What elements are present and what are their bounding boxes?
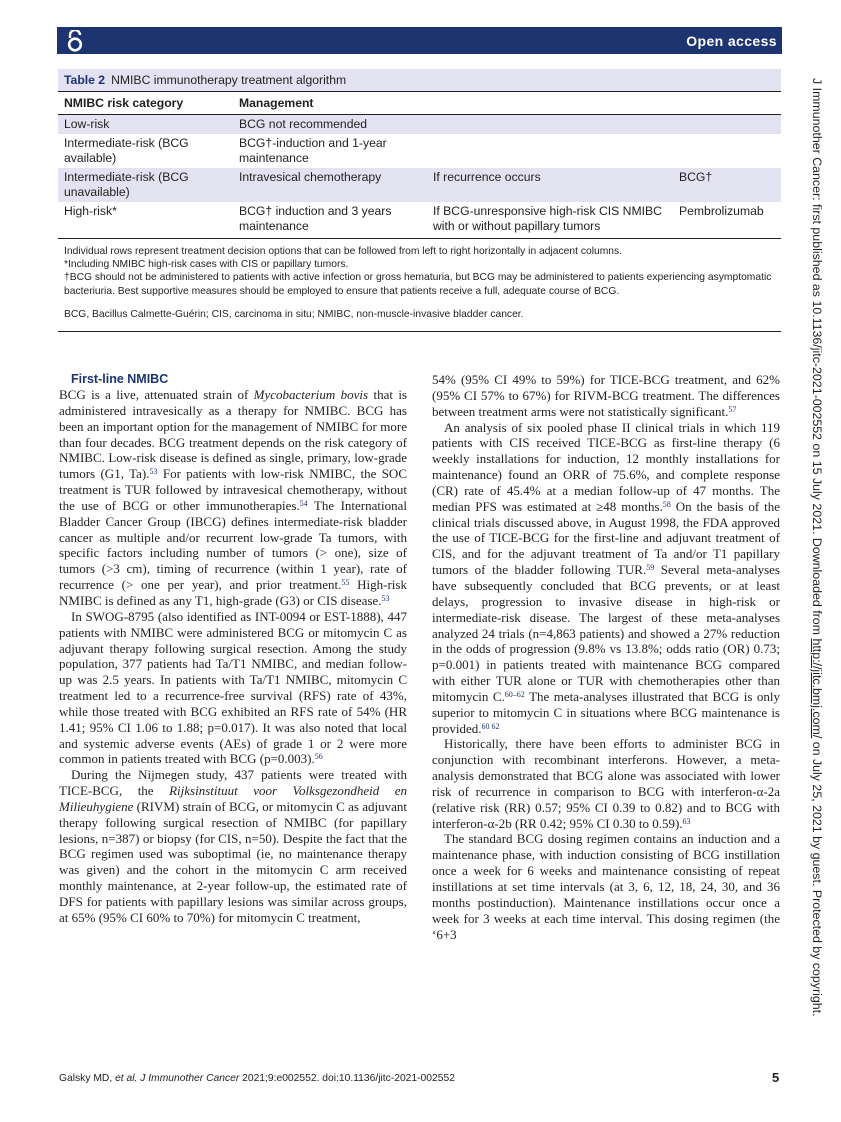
- paragraph: [59, 387, 407, 609]
- table-cell: Intravesical chemotherapy: [233, 168, 427, 202]
- table-notes: [58, 239, 781, 321]
- copyright-sidebar: [800, 78, 824, 1038]
- table-cell: If BCG-unresponsive high-risk CIS NMIBC with or without papillary tumors: [427, 202, 673, 239]
- table-row: [58, 115, 781, 135]
- header-management: Management: [233, 92, 781, 115]
- paragraph: [432, 420, 780, 737]
- citation-ref[interactable]: 53: [381, 593, 390, 603]
- sidebar-prefix: J Immunother Cancer: first published as 10.1136/jitc-2021-002552 on 15 July 2021. Downloaded from: [810, 78, 824, 639]
- table-cell: [427, 134, 673, 168]
- table-cell: BCG not recommended: [233, 115, 427, 135]
- text-run: During the Nijmegen study, 437 patients were treated with TICE-BCG, the: [59, 767, 407, 799]
- page-number: 5: [772, 1070, 780, 1085]
- citation-ref[interactable]: 55: [341, 578, 350, 588]
- page-footer: [59, 1073, 455, 1084]
- italic-species: Mycobacterium bovis: [253, 387, 369, 402]
- table-cell: Low-risk: [58, 115, 233, 135]
- table-caption: [58, 69, 781, 91]
- open-access-label: Open access: [686, 33, 777, 49]
- paragraph: [432, 372, 780, 420]
- text-run: High-risk NMIBC is defined as any T1, high-grade (G3) or CIS disease.: [59, 577, 407, 608]
- footer-citation: 2021;9:e002552. doi:10.1136/jitc-2021-002552: [239, 1073, 455, 1084]
- table-cell: High-risk*: [58, 202, 233, 239]
- table-cell: If recurrence occurs: [427, 168, 673, 202]
- table-row: [58, 168, 781, 202]
- table-cell: [673, 115, 781, 135]
- table-cell: [673, 134, 781, 168]
- table-header-row: [58, 92, 781, 115]
- journal-link[interactable]: http://jitc.bmj.com/: [810, 638, 824, 739]
- table-abbreviations: BCG, Bacillus Calmette-Guérin; CIS, carcinoma in situ; NMIBC, non-muscle-invasive bladder cancer.: [64, 308, 524, 320]
- table-cell: BCG†-induction and 1-year maintenance: [239, 136, 387, 165]
- citation-ref[interactable]: 58: [662, 499, 671, 509]
- text-run: On the basis of the clinical trials discussed above, in August 1998, the FDA approved the use of TICE-BCG for the first-line and adjuvant treatment of CIS, and for the adjuvant treatment of Ta and/or T1 papillary tumors of the bladder following TUR.: [432, 498, 780, 578]
- table-row: [58, 202, 781, 239]
- text-run: Several meta-analyses have subsequently concluded that BCG prevents, or at least delays, progression to invasive disease in high-risk or intermediate-risk disease. The largest of these meta-analyses analyzed 24 trials (n=4,863 patients) and showed a 27% reduction in the odds of progression (9.8% vs 13.8%; odds ratio (OR) 0.73; p=0.001) in patients treated with maintenance BCG compared with either TUR alone or TUR with chemotherapies other than mitomycin C.: [432, 562, 780, 704]
- citation-ref[interactable]: 53: [149, 467, 158, 477]
- right-column: [432, 372, 780, 942]
- footer-journal: et al. J Immunother Cancer: [115, 1073, 240, 1084]
- citation-ref[interactable]: 59: [646, 563, 655, 573]
- table-cell: BCG† induction and 3 years maintenance: [233, 202, 427, 239]
- text-run: The meta-analyses illustrated that BCG is only superior to mitomycin C in situations where BCG maintenance is provided.: [432, 688, 781, 736]
- citation-ref[interactable]: 60–62: [504, 689, 525, 699]
- treatment-algorithm-table: [58, 91, 781, 239]
- left-column: [59, 372, 407, 926]
- citation-ref[interactable]: 56: [314, 752, 323, 762]
- section-heading: First-line NMIBC: [71, 372, 169, 386]
- open-access-lock-icon: [66, 30, 84, 52]
- table-cell: Pembrolizumab: [673, 202, 781, 239]
- text-run: The International Bladder Cancer Group (IBCG) defines intermediate-risk bladder cancer as multiple and/or recurrent low-grade Ta tumors, with specific factors including number of tumors (> one), size of tumors (>3 cm), timing of recurrence (within 1 year), rate of recurrence (> one per year), and prior treatment.: [59, 497, 407, 593]
- table-row: [58, 134, 781, 168]
- table-title: NMIBC immunotherapy treatment algorithm: [111, 73, 347, 87]
- table-note: †BCG should not be administered to patients with active infection or gross hematuria, but BCG may be administered to patients experiencing asymptomatic bacteriuria. Best supportive measures should be employed to ensure that patients receive a full, adequate course of BCG.: [64, 272, 772, 297]
- citation-ref[interactable]: 60 62: [481, 721, 500, 731]
- table-bottom-rule: [58, 321, 781, 332]
- paragraph: [59, 609, 407, 767]
- text-run: The standard BCG dosing regimen contains an induction and a maintenance phase, with induction consisting of BCG instillation once a week for 6 weeks and maintenance consisting of repeat instillations at set time intervals (at 3, 6, 12, 18, 24, 30, and 36 months postinduction). Maintenance instillations occur once a week for 3 weeks at each time interval. This dosing regimen (the ‘6+3: [432, 831, 780, 942]
- text-run: (RIVM) strain of BCG, or mitomycin C as adjuvant therapy following surgical resection of NMIBC (for papillary lesions, n=387) or biopsy (for CIS, n=50). Despite the fact that the BCG regimen used was suboptimal (ie, no maintenance therapy was given) and the cohort in the mitomycin C arm received monthly maintenance, at 2-year follow-up, the estimated rate of DFS for patients with papillary lesions was similar across groups, at 65% (95% CI 60% to 70%) for mitomycin C treatment,: [59, 798, 407, 925]
- header-banner: [57, 27, 782, 54]
- text-run: For patients with low-risk NMIBC, the SOC treatment is TUR followed by intravesical chemotherapy, without the use of BCG or other immunotherapies.: [59, 466, 407, 513]
- citation-ref[interactable]: 57: [728, 404, 737, 414]
- citation-ref[interactable]: 54: [299, 498, 308, 508]
- table-cell: [427, 115, 673, 135]
- table-label: Table 2: [64, 73, 106, 87]
- text-run: In SWOG-8795 (also identified as INT-0094 or EST-1888), 447 patients with NMIBC were administered BCG or mitomycin C as adjuvant therapy following surgical resection. Among the study population, 377 patients had Ta/T1 NMIBC, and median follow-up was 2.5 years. In patients with Ta/T1 NMIBC, mitomycin C treatment led to a recurrence-free survival (RFS) rate of 43%, while those treated with BCG exhibited an RFS rate of 54% (HR 1.41; 95% CI 1.06 to 1.88; p=0.017). It was also noted that local and systemic adverse events (AEs) of grade 1 or 2 were more common in patients treated with BCG (p=0.003).: [59, 608, 407, 767]
- paragraph: [432, 736, 780, 831]
- table-2: [58, 69, 781, 332]
- table-note: Individual rows represent treatment decision options that can be followed from left to right horizontally in adjacent columns.: [64, 246, 623, 257]
- text-run: 54% (95% CI 49% to 59%) for TICE-BCG treatment, and 62% (95% CI 57% to 67%) for RIVM-BCG treatment. The differences between treatment arms were not statistically significant.: [432, 372, 780, 419]
- text-run: BCG is a live, attenuated strain of: [59, 387, 254, 402]
- italic-institute: Rijksinstituut voor Volksgezondheid en Milieuhygiene: [59, 783, 407, 814]
- header-risk-category: NMIBC risk category: [58, 92, 233, 115]
- text-run: that is administered intravesically as a therapy for NMIBC. BCG has been an important option for the management of NMIBC for more than four decades. BCG treatment depends on the risk category of NMIBC. Low-risk disease is defined as single, primary, low-grade tumors (G1, Ta).: [59, 387, 407, 482]
- table-cell: Intermediate-risk (BCG unavailable): [58, 168, 233, 202]
- citation-ref[interactable]: 63: [682, 816, 691, 826]
- sidebar-suffix: on July 25, 2021 by guest. Protected by copyright.: [810, 738, 824, 1017]
- text-run: An analysis of six pooled phase II clinical trials in which 119 patients with CIS received TICE-BCG as first-line therapy (6 weekly installations for induction, 12 monthly installations for maintenance) found an ORR of 75.6%, and complete response (CR) rate of 45.4% at a median follow-up of 47 months. The median PFS was estimated at ≥48 months.: [432, 419, 780, 514]
- paragraph: [432, 831, 780, 942]
- text-run: Historically, there have been efforts to administer BCG in conjunction with recombinant interferons. However, a meta-analysis demonstrated that BCG alone was associated with lower risk of recurrence in comparison to BCG with interferon-α-2a (relative risk (RR) 0.57; 95% CI 0.39 to 0.82) and to BCG with interferon-α-2b (RR 0.42; 95% CI 0.30 to 0.59).: [432, 736, 780, 831]
- table-cell: BCG†: [673, 168, 781, 202]
- table-note: *Including NMIBC high-risk cases with CIS or papillary tumors.: [64, 259, 349, 271]
- paragraph: [59, 767, 407, 925]
- table-cell: Intermediate-risk (BCG available): [64, 136, 189, 165]
- footer-authors: Galsky MD,: [59, 1073, 116, 1084]
